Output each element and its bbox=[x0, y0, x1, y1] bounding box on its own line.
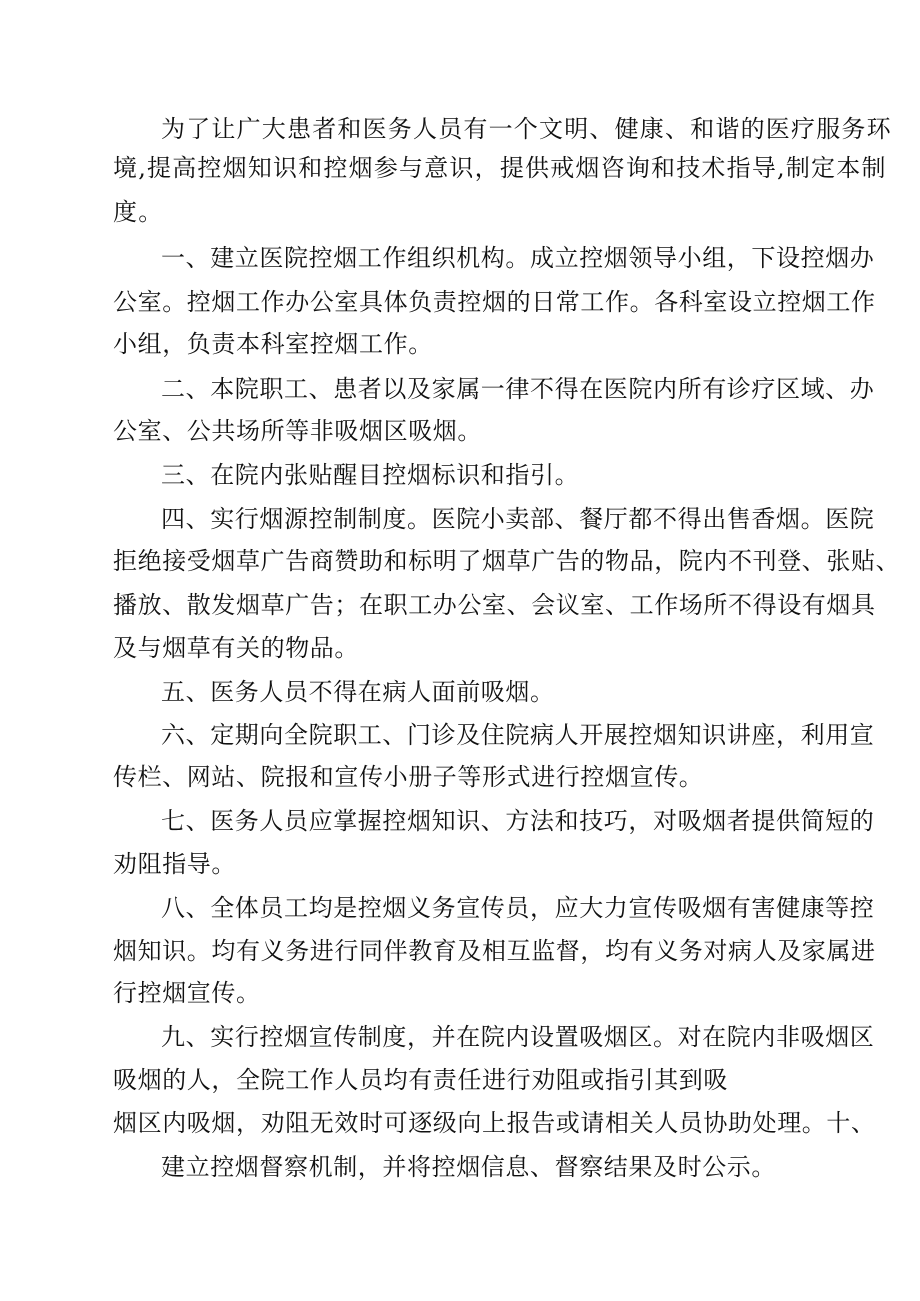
text-line: 八、全体员工均是控烟义务宣传员，应大力宣传吸烟有害健康等控 bbox=[161, 894, 875, 922]
text-line: 三、在院内张贴醒目控烟标识和指引。 bbox=[161, 461, 580, 489]
text-line: 及与烟草有关的物品。 bbox=[113, 634, 359, 662]
text-line: 境,提高控烟知识和控烟参与意识，提供戒烟咨询和技术指导,制定本制 bbox=[113, 154, 887, 182]
text-line: 七、医务人员应掌握控烟知识、方法和技巧，对吸烟者提供简短的 bbox=[161, 807, 875, 835]
text-line: 传栏、网站、院报和宣传小册子等形式进行控烟宣传。 bbox=[113, 763, 704, 791]
text-line: 度。 bbox=[113, 198, 164, 226]
text-line: 烟区内吸烟，劝阻无效时可逐级向上报告或请相关人员协助处理。十、 bbox=[113, 1109, 876, 1137]
text-line: 行控烟宣传。 bbox=[113, 979, 261, 1007]
text-line: 为了让广大患者和医务人员有一个文明、健康、和谐的医疗服务环 bbox=[161, 115, 892, 143]
text-line: 六、定期向全院职工、门诊及住院病人开展控烟知识讲座，利用宣 bbox=[161, 721, 875, 749]
text-line: 五、医务人员不得在病人面前吸烟。 bbox=[161, 678, 555, 706]
text-line: 烟知识。均有义务进行同伴教育及相互监督，均有义务对病人及家属进 bbox=[113, 937, 876, 965]
text-line: 九、实行控烟宣传制度，并在院内设置吸烟区。对在院内非吸烟区 bbox=[161, 1023, 875, 1051]
text-line: 小组，负责本科室控烟工作。 bbox=[113, 330, 433, 358]
text-line: 吸烟的人，全院工作人员均有责任进行劝阻或指引其到吸 bbox=[113, 1066, 728, 1094]
text-line: 四、实行烟源控制制度。医院小卖部、餐厅都不得出售香烟。医院 bbox=[161, 505, 875, 533]
text-line: 建立控烟督察机制，并将控烟信息、督察结果及时公示。 bbox=[161, 1153, 776, 1181]
text-line: 公室、公共场所等非吸烟区吸烟。 bbox=[113, 417, 482, 445]
text-line: 劝阻指导。 bbox=[113, 850, 236, 878]
text-line: 播放、散发烟草广告；在职工办公室、会议室、工作场所不得设有烟具 bbox=[113, 591, 876, 619]
text-line: 二、本院职工、患者以及家属一律不得在医院内所有诊疗区域、办 bbox=[161, 375, 875, 403]
text-line: 一、建立医院控烟工作组织机构。成立控烟领导小组，下设控烟办 bbox=[161, 244, 875, 272]
text-line: 拒绝接受烟草广告商赞助和标明了烟草广告的物品，院内不刊登、张贴、 bbox=[113, 547, 901, 575]
text-line: 公室。控烟工作办公室具体负责控烟的日常工作。各科室设立控烟工作 bbox=[113, 288, 876, 316]
